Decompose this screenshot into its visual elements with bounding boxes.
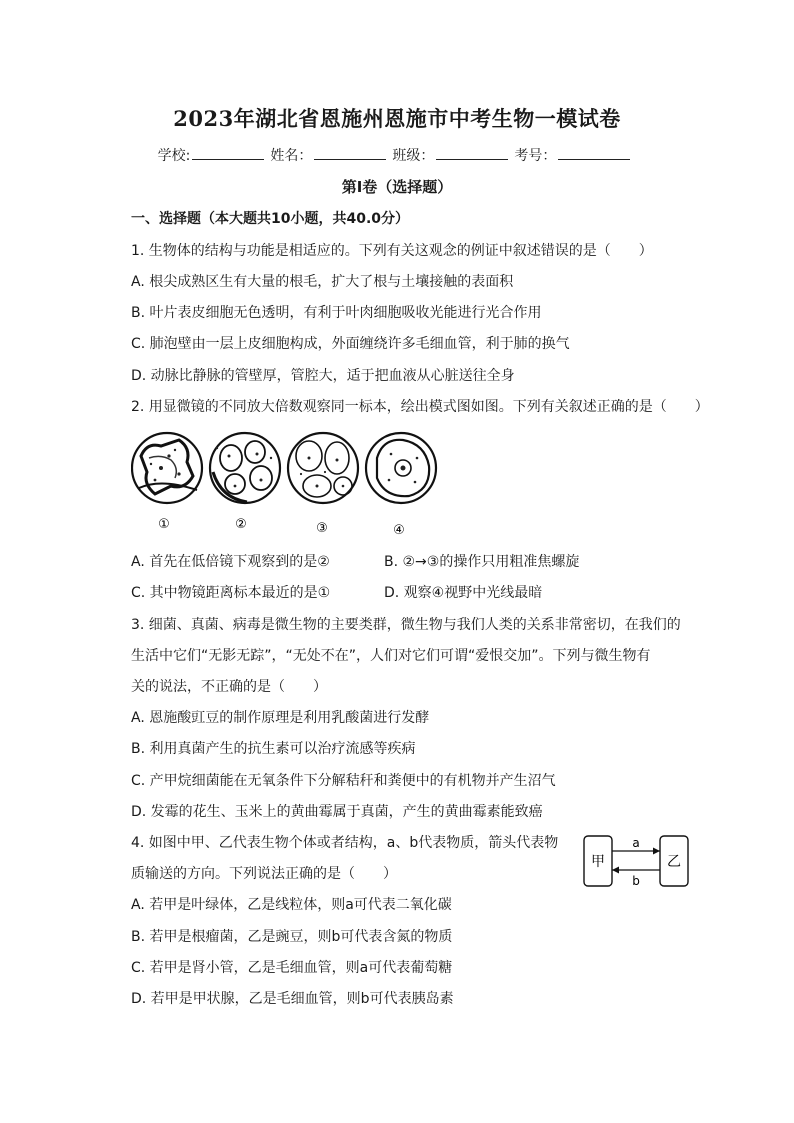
microscope-view-1 — [132, 433, 202, 503]
q2-option-a: A. 首先在低倍镜下观察到的是② — [131, 554, 330, 570]
name-label: 姓名： — [270, 148, 313, 164]
diagram-label-right: 乙 — [667, 854, 681, 870]
microscope-view-2 — [210, 433, 280, 503]
exam-title: 2023年湖北省恩施州恩施市中考生物一模试卷 — [173, 106, 621, 131]
arrow-b-head — [612, 867, 619, 874]
q4-option-b: B. 若甲是根瘤菌，乙是豌豆，则b可代表含氮的物质 — [131, 929, 453, 945]
q1-stem: 1. 生物体的结构与功能是相适应的。下列有关这观念的例证中叙述错误的是（ ） — [131, 243, 653, 259]
section-heading: 一、选择题（本大题共10小题，共40.0分） — [131, 211, 410, 227]
school-blank[interactable] — [192, 147, 264, 160]
q2-option-c: C. 其中物镜距离标本最近的是① — [131, 585, 331, 601]
fig-label-4: ④ — [393, 523, 405, 538]
q4-option-c: C. 若甲是肾小管，乙是毛细血管，则a可代表葡萄糖 — [131, 960, 453, 976]
exam-no-blank[interactable] — [558, 147, 630, 160]
school-label: 学校: — [157, 148, 191, 164]
exam-no-label: 考号： — [514, 148, 557, 164]
q1-option-d: D. 动脉比静脉的管壁厚，管腔大，适于把血液从心脏送往全身 — [131, 368, 515, 384]
q4-stem-line-1: 4. 如图中甲、乙代表生物个体或者结构，a、b代表物质，箭头代表物 — [131, 835, 559, 851]
fig-label-1: ① — [158, 517, 170, 532]
fig-label-3: ③ — [316, 521, 328, 536]
transport-diagram — [580, 832, 692, 890]
q4-option-d: D. 若甲是甲状腺，乙是毛细血管，则b可代表胰岛素 — [131, 991, 454, 1007]
q1-option-c: C. 肺泡壁由一层上皮细胞构成，外面缠绕许多毛细血管，利于肺的换气 — [131, 336, 570, 352]
arrow-a-head — [653, 848, 660, 855]
q1-option-b: B. 叶片表皮细胞无色透明，有利于叶肉细胞吸收光能进行光合作用 — [131, 305, 542, 321]
q4-option-a: A. 若甲是叶绿体，乙是线粒体，则a可代表二氧化碳 — [131, 897, 452, 913]
q2-option-b: B. ②→③的操作只用粗准焦螺旋 — [384, 554, 580, 570]
arrow-a-label: a — [632, 836, 640, 850]
q1-option-a: A. 根尖成熟区生有大量的根毛，扩大了根与土壤接触的表面积 — [131, 274, 514, 290]
diagram-label-left: 甲 — [591, 854, 605, 870]
arrow-b-label: b — [632, 874, 640, 888]
class-blank[interactable] — [436, 147, 508, 160]
microscope-view-4 — [366, 433, 436, 503]
q2-option-d: D. 观察④视野中光线最暗 — [384, 585, 543, 601]
q3-stem-line-3: 关的说法，不正确的是（ ） — [131, 679, 327, 695]
name-blank[interactable] — [314, 147, 386, 160]
q3-option-c: C. 产甲烷细菌能在无氧条件下分解秸秆和粪便中的有机物并产生沼气 — [131, 773, 556, 789]
q3-option-a: A. 恩施酸豇豆的制作原理是利用乳酸菌进行发酵 — [131, 710, 430, 726]
q3-option-b: B. 利用真菌产生的抗生素可以治疗流感等疾病 — [131, 741, 416, 757]
student-info-row — [0, 145, 794, 165]
q3-option-d: D. 发霉的花生、玉米上的黄曲霉属于真菌，产生的黄曲霉素能致癌 — [131, 804, 543, 820]
class-label: 班级： — [392, 148, 435, 164]
q3-stem-line-1: 3. 细菌、真菌、病毒是微生物的主要类群，微生物与我们人类的关系非常密切，在我们的 — [131, 617, 681, 633]
q4-stem-line-2: 质输送的方向。下列说法正确的是（ ） — [131, 866, 397, 882]
part-heading: 第I卷（选择题） — [341, 178, 453, 196]
q2-stem: 2. 用显微镜的不同放大倍数观察同一标本，绘出模式图如图。下列有关叙述正确的是（ ） — [131, 399, 709, 415]
q3-stem-line-2: 生活中它们“无影无踪”，“无处不在”，人们对它们可谓“爱恨交加”。下列与微生物有 — [131, 648, 651, 664]
microscope-views-figure — [131, 428, 443, 540]
fig-label-2: ② — [235, 517, 247, 532]
microscope-view-3 — [288, 433, 358, 503]
